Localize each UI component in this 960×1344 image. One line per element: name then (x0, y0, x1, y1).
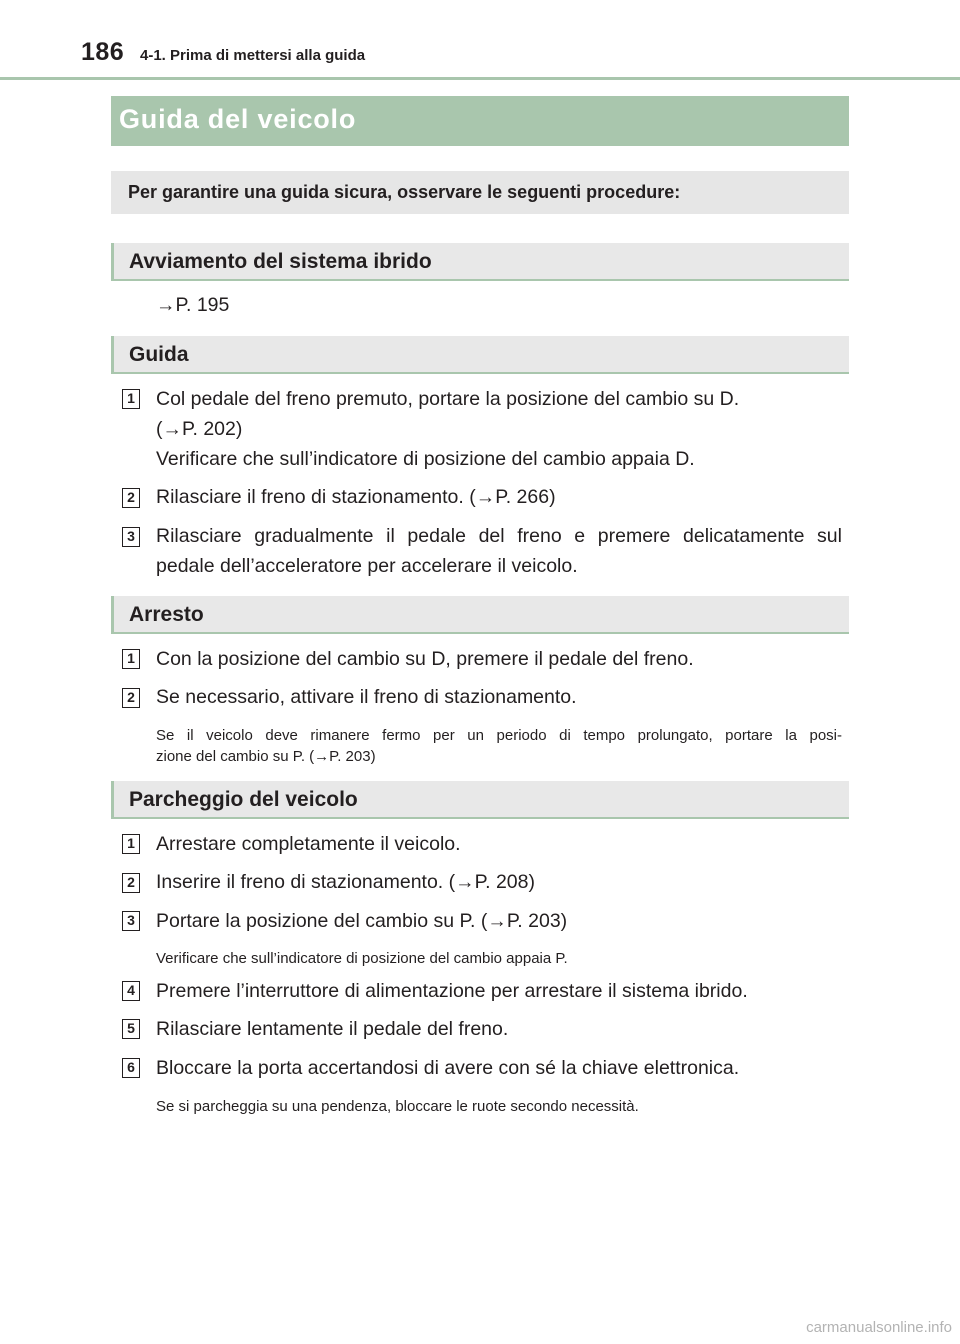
section-title: Arresto (129, 603, 204, 626)
intro-box (111, 171, 849, 214)
section-arresto (111, 596, 849, 634)
page-title-bar (111, 96, 849, 146)
step-number: 6 (122, 1058, 140, 1078)
step-text: Se necessario, attivare il freno di stazionamento. (156, 686, 577, 708)
step-number: 5 (122, 1019, 140, 1039)
step-text: Con la posizione del cambio su D, premere il pedale del freno. (156, 648, 694, 670)
step-number: 2 (122, 488, 140, 508)
step-text: Verificare che sull’indicatore di posizione del cambio appaia D. (156, 448, 695, 470)
chapter-title: 4-1. Prima di mettersi alla guida (140, 47, 366, 64)
header-divider (0, 77, 960, 80)
note-text: Se si parcheggia su una pendenza, bloccare le ruote secondo necessità. (156, 1098, 639, 1115)
note-text: zione del cambio su P. (→P. 203) (156, 748, 376, 765)
step-text: Rilasciare gradualmente il pedale del freno e premere delicatamente sul (156, 525, 842, 547)
step-number: 3 (122, 911, 140, 931)
page-header (0, 0, 960, 80)
page-reference-link[interactable]: (→P. 202) (156, 418, 243, 440)
section-title: Guida (129, 343, 189, 366)
step-text: Rilasciare il freno di stazionamento. (→P. 266) (156, 486, 556, 508)
section-title: Parcheggio del veicolo (129, 788, 358, 811)
section-avviamento (111, 243, 849, 281)
step-text: Arrestare completamente il veicolo. (156, 833, 461, 855)
step-number: 2 (122, 873, 140, 893)
step-number: 2 (122, 688, 140, 708)
section-guida (111, 336, 849, 374)
step-text: pedale dell’acceleratore per accelerare il veicolo. (156, 555, 578, 577)
step-text: Col pedale del freno premuto, portare la posizione del cambio su D. (156, 388, 740, 410)
step-text: Bloccare la porta accertandosi di avere con sé la chiave elettronica. (156, 1057, 740, 1079)
page-title: Guida del veicolo (119, 104, 357, 134)
step-text: Portare la posizione del cambio su P. (→P. 203) (156, 910, 568, 932)
step-text: Rilasciare lentamente il pedale del freno. (156, 1018, 509, 1040)
note-text: Se il veicolo deve rimanere fermo per un periodo di tempo prolungato, portare la posi- (156, 727, 842, 744)
watermark: carmanualsonline.info (806, 1319, 952, 1336)
section-parcheggio (111, 781, 849, 819)
step-number: 1 (122, 389, 140, 409)
note-text: Verificare che sull’indicatore di posizione del cambio appaia P. (156, 950, 568, 967)
step-text: Inserire il freno di stazionamento. (→P. 208) (156, 871, 535, 893)
section-title: Avviamento del sistema ibrido (129, 250, 432, 273)
step-number: 4 (122, 981, 140, 1001)
page-reference-link[interactable]: →P. 195 (156, 294, 230, 316)
step-text: Premere l’interruttore di alimentazione per arrestare il sistema ibrido. (156, 980, 748, 1002)
page-number: 186 (81, 38, 125, 66)
step-number: 1 (122, 834, 140, 854)
step-number: 3 (122, 527, 140, 547)
intro-text: Per garantire una guida sicura, osservare le seguenti procedure: (128, 182, 681, 202)
step-number: 1 (122, 649, 140, 669)
